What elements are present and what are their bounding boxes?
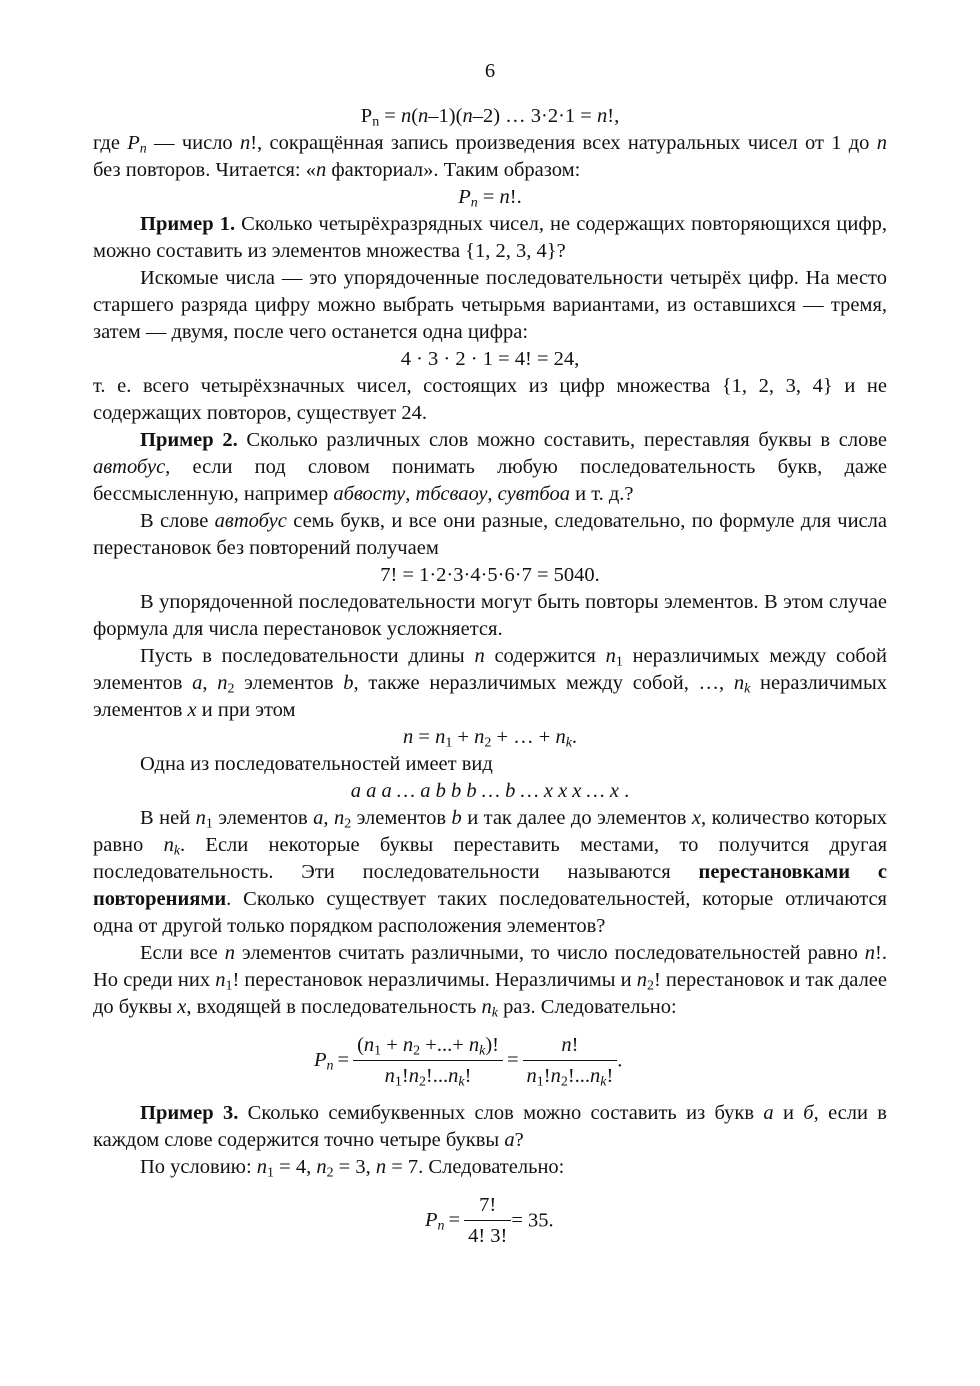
fraction-1-denominator: $n_1!n_2!...n_k$! bbox=[384, 1064, 472, 1090]
paragraph-conclusion-1: т. е. всего четырёхзначных чисел, состоящих из цифр множества {1, 2, 3, 4} и не содержащих повторов, существует 24. bbox=[93, 375, 887, 424]
formula-pn-equals-n-factorial: $P_n = n$!. bbox=[458, 186, 522, 211]
formula-factorial: $P_n = n(n-1)(n-2)$ … 3·2·1 = n!, bbox=[360, 105, 620, 130]
example-3-text: Сколько семибуквенных слов можно составить из букв а и б, если в каждом слове содержится точно четыре буквы а? bbox=[93, 1102, 887, 1151]
example-3-title: Пример 3. bbox=[140, 1102, 239, 1124]
formula-example-3 bbox=[93, 1184, 887, 1254]
document-page bbox=[93, 0, 887, 1386]
example-2-title: Пример 2. bbox=[140, 429, 238, 451]
formula-lhs: $P_n$ bbox=[425, 1209, 445, 1234]
example-1-text: Сколько четырёхразрядных чисел, не содержащих повторяющихся цифр, можно составить из элементов множества {1, 2, 3, 4}? bbox=[93, 213, 888, 262]
example-1 bbox=[93, 211, 887, 265]
fraction-3 bbox=[464, 1192, 511, 1249]
fraction-2-denominator: $n_1!n_2!...n_k$! bbox=[526, 1064, 614, 1090]
formula-sequence: a a a … a b b b … b … x x x … x . bbox=[350, 780, 630, 802]
paragraph-condition-3: По условию: $n_1 = 4$, $n_2 = 3$, n = 7. Следовательно: bbox=[140, 1156, 565, 1181]
equals-sign: = bbox=[337, 1049, 350, 1072]
formula-period: . bbox=[617, 1049, 623, 1072]
paragraph-solution-2: В слове автобус семь букв, и все они разные, следовательно, по формуле для числа перестановок без повторений получаем bbox=[93, 510, 887, 559]
page-number: 6 bbox=[484, 60, 496, 82]
formula-lhs: $P_n$ bbox=[314, 1049, 334, 1074]
formula-result: = 35. bbox=[511, 1209, 554, 1232]
formula-permutations-with-repetition bbox=[93, 1024, 887, 1094]
fraction-3-numerator: 7! bbox=[464, 1192, 511, 1221]
equals-sign: = bbox=[506, 1049, 519, 1072]
paragraph-repetitions: В упорядоченной последовательности могут быть повторы элементов. В этом случае формула для числа перестановок усложняется. bbox=[93, 591, 887, 640]
paragraph-solution-1: Искомые числа — это упорядоченные последовательности четырёх цифр. На место старшего разряда цифру можно выбрать четырьмя вариантами, из оставшихся — тремя, затем — двумя, после чего останется одна цифра: bbox=[93, 267, 887, 343]
fraction-3-denominator: 4! 3! bbox=[468, 1224, 508, 1247]
formula-4-factorial: 4 · 3 · 2 · 1 = 4! = 24, bbox=[400, 348, 580, 370]
fraction-1-numerator: ($n_1 + n_2$ +...+ $n_k$)! bbox=[353, 1032, 503, 1061]
equals-sign: = bbox=[448, 1209, 461, 1232]
formula-7-factorial: 7! = 1·2·3·4·5·6·7 = 5040. bbox=[380, 564, 600, 586]
page-body bbox=[93, 103, 887, 1260]
paragraph-sequence-definition: Пусть в последовательности длины n содержится $n_1$ неразличимых между собой элементов a, $n_2$ элементов b, также неразличимых между собой, …, $n_k$ неразличимых элементов x и при этом bbox=[93, 645, 888, 721]
paragraph-sequence-form: Одна из последовательностей имеет вид bbox=[140, 753, 493, 775]
paragraph-permutations-with-repetition: В ней $n_1$ элементов a, $n_2$ элементов b и так далее до элементов x, количество которых равно $n_k$. Если некоторые буквы переставить местами, то получится другая последовательность. Эти последовательности называются перестановками с повторениями. Сколько существует таких последовательностей, которые отличаются одна от другой только порядком расположения элементов? bbox=[93, 807, 888, 937]
fraction-2-numerator: n! bbox=[523, 1032, 618, 1061]
paragraph-derivation: Если все n элементов считать различными, то число последовательностей равно n!. Но среди них $n_1$! перестановок неразличимы. Неразличимы и $n_2$! перестановок и так далее до буквы x, входящей в последовательность $n_k$ раз. Следовательно: bbox=[93, 942, 887, 1021]
paragraph-definition: где $P_n$ — число n!, сокращённая запись произведения всех натуральных чисел от 1 до n без повторов. Читается: «n факториал». Таким образом: bbox=[93, 132, 887, 181]
example-3 bbox=[93, 1100, 887, 1154]
example-2-text: Сколько различных слов можно составить, переставляя буквы в слове автобус, если под словом понимать любую последовательность букв, даже бессмысленную, например абвосту, тбсваоу, сувтбоа и т. д.? bbox=[93, 429, 887, 505]
fraction-1 bbox=[353, 1032, 503, 1089]
fraction-2 bbox=[523, 1032, 618, 1089]
example-1-title: Пример 1. bbox=[140, 213, 236, 235]
example-2 bbox=[93, 427, 887, 508]
formula-n-sum: $n = n_1 + n_2$ + … + $n_k$. bbox=[403, 726, 577, 751]
